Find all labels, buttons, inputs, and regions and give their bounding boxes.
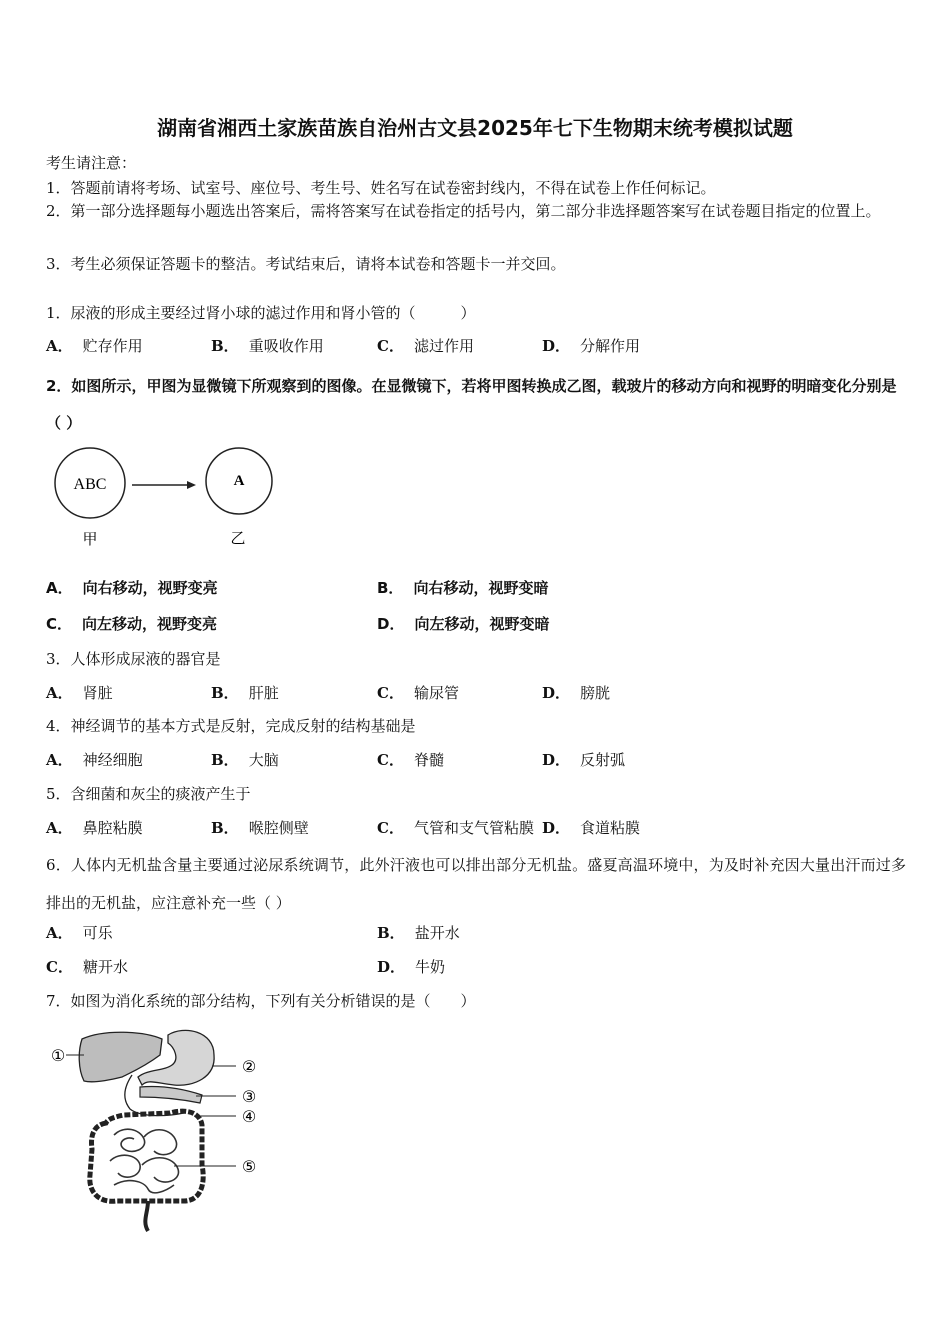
q2-option-b: B． 向右移动，视野变暗 <box>377 579 549 597</box>
question-5-stem: 5．含细菌和灰尘的痰液产生于 <box>46 785 251 803</box>
q2-option-c: C． 向左移动，视野变亮 <box>46 615 218 633</box>
label-3: ③ <box>241 1087 257 1106</box>
q4-option-c: C． 脊髓 <box>377 751 444 769</box>
question-6-stem: 6．人体内无机盐含量主要通过泌尿系统调节，此外汗液也可以排出部分无机盐。盛夏高温环境中，为及时补充因大量出汗而过多排出的无机盐，应注意补充一些（ ） <box>46 856 906 912</box>
question-2-stem: 2．如图所示，甲图为显微镜下所观察到的图像。在显微镜下，若将甲图转换成乙图，载玻片的移动方向和视野的明暗变化分别是（ ） <box>46 377 897 432</box>
page-title: 湖南省湘西土家族苗族自治州古文县2025年七下生物期末统考模拟试题 <box>157 116 793 140</box>
question-4-stem: 4．神经调节的基本方式是反射，完成反射的结构基础是 <box>46 717 416 735</box>
q1-option-a: A． 贮存作用 <box>46 337 143 355</box>
label-1: ① <box>50 1046 66 1065</box>
microscope-figure <box>46 440 286 555</box>
label-4: ④ <box>241 1107 257 1126</box>
notice-heading: 考生请注意： <box>46 154 137 172</box>
question-3-stem: 3．人体形成尿液的器官是 <box>46 650 221 668</box>
caption-jia: 甲 <box>82 530 98 548</box>
q5-option-d: D． 食道粘膜 <box>542 819 641 837</box>
field-text-jia: ABC <box>73 476 107 493</box>
digestive-system-figure <box>44 1025 274 1235</box>
q5-option-c: C． 气管和支气管粘膜 <box>377 819 534 837</box>
notice-item-2: 2．第一部分选择题每小题选出答案后，需将答案写在试卷指定的括号内，第二部分非选择题答案写在试卷题目指定的位置上。 <box>46 202 881 220</box>
q5-option-b: B． 喉腔侧壁 <box>211 819 309 837</box>
q6-option-d: D． 牛奶 <box>377 958 446 976</box>
notice-item-3: 3．考生必须保证答题卡的整洁。考试结束后，请将本试卷和答题卡一并交回。 <box>46 255 566 273</box>
label-2: ② <box>241 1057 257 1076</box>
q4-option-d: D． 反射弧 <box>542 751 626 769</box>
q6-option-a: A． 可乐 <box>46 924 113 942</box>
question-7-stem: 7．如图为消化系统的部分结构，下列有关分析错误的是（ ） <box>46 992 476 1010</box>
q6-option-c: C． 糖开水 <box>46 958 128 976</box>
q4-option-b: B． 大脑 <box>211 751 279 769</box>
q5-option-a: A． 鼻腔粘膜 <box>46 819 143 837</box>
q3-option-a: A． 肾脏 <box>46 684 113 702</box>
q3-option-d: D． 膀胱 <box>542 684 611 702</box>
q6-option-b: B． 盐开水 <box>377 924 460 942</box>
arrow-head <box>187 481 196 489</box>
q1-option-b: B． 重吸收作用 <box>211 337 324 355</box>
notice-item-1: 1．答题前请将考场、试室号、座位号、考生号、姓名写在试卷密封线内，不得在试卷上作任何标记。 <box>46 179 716 197</box>
q1-option-d: D． 分解作用 <box>542 337 641 355</box>
pancreas-shape <box>140 1086 202 1103</box>
caption-yi: 乙 <box>230 529 246 547</box>
q1-option-c: C． 滤过作用 <box>377 337 474 355</box>
q2-option-d: D． 向左移动，视野变暗 <box>377 615 550 633</box>
question-1-stem: 1．尿液的形成主要经过肾小球的滤过作用和肾小管的（ ） <box>46 304 476 322</box>
rectum-shape <box>145 1201 148 1231</box>
q2-option-a: A． 向右移动，视野变亮 <box>46 579 218 597</box>
q4-option-a: A． 神经细胞 <box>46 751 143 769</box>
small-intestine-shape <box>110 1129 179 1193</box>
label-5: ⑤ <box>241 1157 257 1176</box>
q3-option-b: B． 肝脏 <box>211 684 279 702</box>
q3-option-c: C． 输尿管 <box>377 684 459 702</box>
field-text-yi: A <box>233 473 245 489</box>
